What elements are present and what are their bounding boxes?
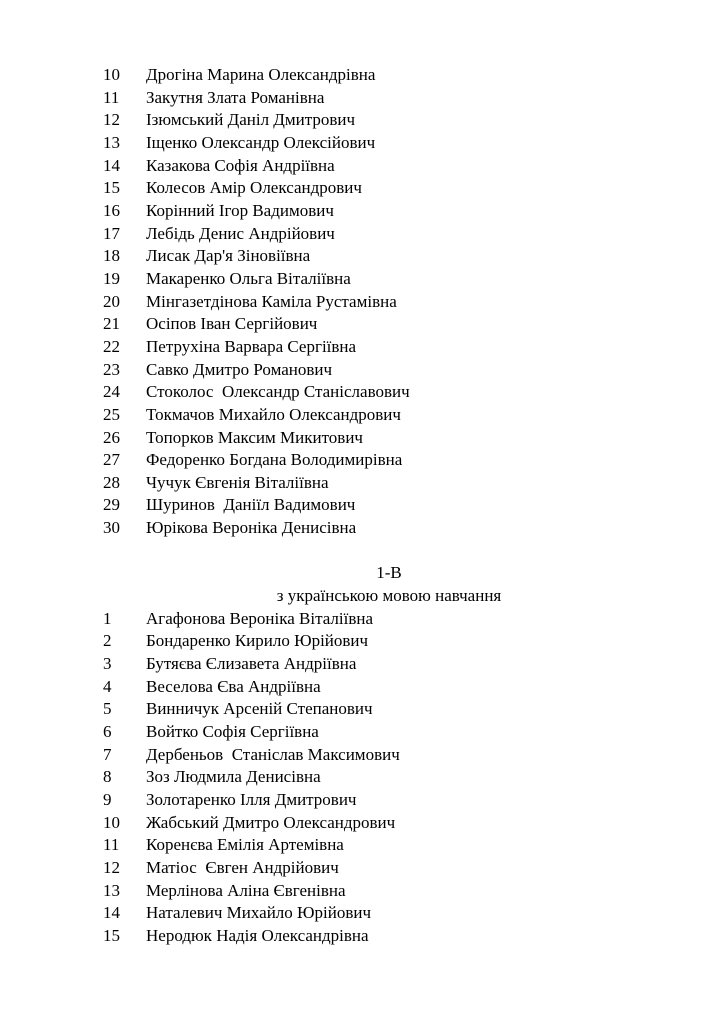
list-item-name: Веселова Єва Андріївна [146, 676, 321, 696]
list-item-name: Савко Дмитро Романович [146, 359, 333, 379]
list-item-number: 14 [103, 903, 120, 923]
list-item-number: 10 [103, 812, 120, 832]
list-item-number: 19 [103, 268, 120, 288]
list-item-number: 20 [103, 291, 120, 311]
list-item [103, 608, 675, 631]
list-item-number: 9 [103, 789, 112, 809]
list-item-number: 25 [103, 404, 120, 424]
list-item-name: Мерлінова Аліна Євгенівна [146, 880, 346, 900]
list-item [103, 766, 675, 789]
list-item-name: Колесов Амір Олександрович [146, 178, 362, 198]
list-item-number: 28 [103, 472, 120, 492]
list-item-name: Коренєва Емілія Артемівна [146, 835, 344, 855]
list-item-name: Ізюмський Даніл Дмитрович [146, 110, 356, 130]
list-item-number: 10 [103, 65, 120, 84]
list-item [103, 789, 675, 812]
list-item [103, 381, 675, 404]
list-item-number: 16 [103, 200, 120, 220]
list-item-number: 22 [103, 336, 120, 356]
list-item [103, 359, 675, 382]
list-item-name: Дербеньов Станіслав Максимович [146, 744, 400, 764]
list-item [103, 676, 675, 699]
list-item [103, 291, 675, 314]
list-item-name: Винничук Арсеній Степанович [146, 699, 373, 719]
list-item [103, 200, 675, 223]
list-item-number: 30 [103, 518, 120, 538]
list-item [103, 336, 675, 359]
list-item [103, 698, 675, 721]
list-item-name: Макаренко Ольга Віталіївна [146, 268, 351, 288]
list-item-name: Казакова Софія Андріївна [146, 155, 335, 175]
list-item-number: 29 [103, 495, 120, 515]
list-item [103, 223, 675, 246]
list-item-number: 6 [103, 722, 112, 742]
list-item-name: Бутяєва Єлизавета Андріївна [146, 654, 357, 674]
list-item-number: 12 [103, 857, 120, 877]
list-item-name: Матіос Євген Андрійович [146, 857, 339, 877]
list-item-number: 21 [103, 314, 120, 334]
list-item [103, 404, 675, 427]
list-item [103, 87, 675, 110]
list-item-name: Зоз Людмила Денисівна [146, 767, 321, 787]
list-item-number: 26 [103, 427, 120, 447]
list-item [103, 812, 675, 835]
list-item-name: Стоколос Олександр Станіславович [146, 382, 410, 402]
list-item [103, 177, 675, 200]
list-item-name: Юрікова Вероніка Денисівна [146, 518, 357, 538]
list-item-name: Бондаренко Кирило Юрійович [146, 631, 369, 651]
list-item-name: Осіпов Іван Сергійович [146, 314, 318, 334]
list-item [103, 313, 675, 336]
list-item-name: Лебідь Денис Андрійович [146, 223, 335, 243]
list-item [103, 109, 675, 132]
list-item-number: 12 [103, 110, 120, 130]
list-item-name: Наталевич Михайло Юрійович [146, 903, 372, 923]
list-item [103, 155, 675, 178]
list-item [103, 64, 675, 87]
list-item-number: 3 [103, 654, 112, 674]
list-item-number: 11 [103, 87, 120, 107]
list-item-name: Дрогіна Марина Олександрівна [146, 65, 376, 84]
list-item-number: 24 [103, 382, 120, 402]
list-item [103, 449, 675, 472]
list-item-name: Мінгазетдінова Каміла Рустамівна [146, 291, 397, 311]
list-item-number: 11 [103, 835, 120, 855]
list-item-number: 2 [103, 631, 112, 651]
list-item [103, 880, 675, 903]
list-item [103, 653, 675, 676]
list-item-name: Закутня Злата Романівна [146, 87, 325, 107]
list-item-name: Золотаренко Ілля Дмитрович [146, 789, 357, 809]
list-item-number: 4 [103, 676, 112, 696]
list-item-number: 13 [103, 132, 120, 152]
list-item-name: Агафонова Вероніка Віталіївна [146, 608, 374, 628]
list-item-number: 27 [103, 450, 120, 470]
list-item [103, 834, 675, 857]
list-item [103, 925, 675, 948]
list-item [103, 630, 675, 653]
list-item-name: Петрухіна Варвара Сергіївна [146, 336, 357, 356]
document-content [103, 0, 675, 948]
list-item [103, 902, 675, 925]
list-item [103, 721, 675, 744]
class-title: 1-В [376, 563, 402, 583]
list-item-name: Чучук Євгенія Віталіївна [146, 472, 329, 492]
list-item-name: Іщенко Олександр Олексійович [146, 132, 376, 152]
list-item [103, 857, 675, 880]
list-item-number: 8 [103, 767, 112, 787]
list-item-name: Лисак Дар'я Зіновіївна [146, 246, 311, 266]
list-item-number: 5 [103, 699, 112, 719]
list-item-number: 1 [103, 608, 112, 628]
list-item-number: 13 [103, 880, 120, 900]
list-item [103, 744, 675, 767]
list-item-name: Корінний Ігор Вадимович [146, 200, 334, 220]
list-item-number: 15 [103, 178, 120, 198]
class-subtitle: з українською мовою навчання [276, 586, 502, 606]
list-item-name: Войтко Софія Сергіївна [146, 722, 319, 742]
list-item-name: Шуринов Даніїл Вадимович [146, 495, 356, 515]
list-item-name: Токмачов Михайло Олександрович [146, 404, 401, 424]
blank-line [103, 540, 675, 563]
class-list-continued [103, 64, 675, 540]
list-item-number: 14 [103, 155, 120, 175]
list-item [103, 517, 675, 540]
list-item-name: Федоренко Богдана Володимирівна [146, 450, 403, 470]
list-item-number: 7 [103, 744, 112, 764]
class-list-1v [103, 608, 675, 948]
list-item-name: Неродюк Надія Олександрівна [146, 925, 369, 945]
list-item-number: 17 [103, 223, 120, 243]
list-item-name: Топорков Максим Микитович [146, 427, 363, 447]
list-item [103, 268, 675, 291]
list-item [103, 494, 675, 517]
list-item-number: 23 [103, 359, 120, 379]
list-item-number: 15 [103, 925, 120, 945]
list-item [103, 245, 675, 268]
list-item [103, 472, 675, 495]
list-item-name: Жабський Дмитро Олександрович [146, 812, 396, 832]
list-item-number: 18 [103, 246, 120, 266]
list-item [103, 132, 675, 155]
list-item [103, 427, 675, 450]
